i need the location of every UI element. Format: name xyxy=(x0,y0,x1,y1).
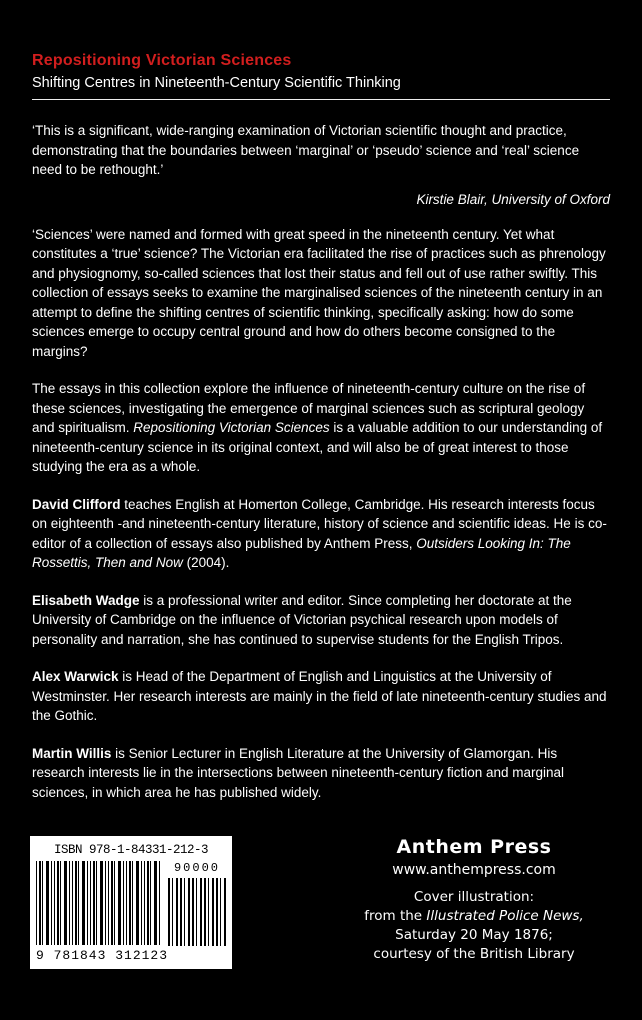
title-divider xyxy=(32,99,610,100)
publisher-name: Anthem Press xyxy=(396,836,552,858)
bio-4-name: Martin Willis xyxy=(32,745,112,761)
blurb-p2-book-title: Repositioning Victorian Sciences xyxy=(133,420,330,435)
book-subtitle: Shifting Centres in Nineteenth-Century Scientific Thinking xyxy=(32,75,401,91)
credit-line-2-source: Illustrated Police News, xyxy=(426,908,584,924)
book-title: Repositioning Victorian Sciences xyxy=(32,52,292,69)
bio-1-name: David Clifford xyxy=(32,496,121,512)
credit-line-2-text: from the xyxy=(364,908,427,924)
bio-1-text-after: (2004). xyxy=(182,555,230,570)
barcode-digits: 9 781843 312123 xyxy=(36,948,169,963)
bio-alex-warwick xyxy=(32,667,610,726)
review-quote-attribution: Kirstie Blair, University of Oxford xyxy=(416,191,610,207)
bio-martin-willis xyxy=(32,744,610,803)
bio-1-text: teaches English at Homerton College, Cambridge. His research interests focus on eighteenth -and nineteenth-century literature, history of science and scientific ideas. He is co-editor of a collection of essays also published by Anthem Press, xyxy=(32,496,607,551)
bottom-block xyxy=(30,836,628,969)
bio-david-clifford xyxy=(32,495,610,573)
bio-3-text: is Head of the Department of English and Linguistics at the University of Westminster. Her research interests are mainly in the field of late nineteenth-century studies and the Gothic. xyxy=(32,669,607,723)
bio-4-text: is Senior Lecturer in English Literature at the University of Glamorgan. His research interests lie in the intersections between nineteenth-century fiction and marginal sciences, in which area he has published widely. xyxy=(32,745,565,800)
bio-3-name: Alex Warwick xyxy=(32,669,119,684)
barcode-supplement-code: 90000 xyxy=(173,861,220,875)
barcode-supplement xyxy=(168,861,226,963)
isbn-number: ISBN 978-1-84331-212-3 xyxy=(53,843,209,857)
bio-2-text: is a professional writer and editor. Since completing her doctorate at the University of Cambridge on the influence of Victorian psychical research upon models of personality and narration, she has continued to supervise students for the English Tripos. xyxy=(32,592,572,647)
bio-1-book-title: Outsiders Looking In: The Rossettis, Then and Now xyxy=(32,535,571,570)
blurb-paragraph-1: ‘Sciences’ were named and formed with great speed in the nineteenth century. Yet what constitutes a ‘true’ science? The Victorian era facilitated the rise of practices such as phrenology and physiognomy, so-called sciences that lost their status and fell out of use rather swiftly. This collection of essays seeks to examine the marginalised sciences of the nineteenth century in an attempt to define the shifting centres of scientific thinking, specifically asking: how do some sciences emerge to occupy central ground and how do others become consigned to the margins? xyxy=(32,226,606,359)
blurb-p2-text-before: The essays in this collection explore the influence of nineteenth-century culture on the rise of these sciences, investigating the emergence of marginal sciences such as scriptural geology and spiritualism. xyxy=(32,381,586,435)
blurb-p2-text-after: is a valuable addition to our understanding of nineteenth-century science in its original context, and will also be of great interest to those studying the era as a whole. xyxy=(32,420,603,474)
credit-line-1: Cover illustration: xyxy=(413,889,535,905)
barcode-bars-row xyxy=(36,861,226,963)
barcode-main xyxy=(36,861,169,963)
credit-line-2 xyxy=(320,907,628,926)
cover-credit xyxy=(320,888,628,964)
credit-line-4: courtesy of the British Library xyxy=(373,946,575,962)
blurb-paragraph-2 xyxy=(32,379,610,477)
bio-2-name: Elisabeth Wadge xyxy=(32,592,140,608)
review-quote-text: ‘This is a significant, wide-ranging examination of Victorian scientific thought and practice, demonstrating that the boundaries between ‘marginal’ or ‘pseudo’ science and ‘real’ science need to be rethought.’ xyxy=(32,123,580,177)
credit-line-3: Saturday 20 May 1876; xyxy=(395,927,553,943)
isbn-barcode xyxy=(30,836,232,969)
barcode-supplement-bars xyxy=(168,878,226,946)
barcode-bars xyxy=(36,861,160,945)
publisher-website: www.anthempress.com xyxy=(392,862,556,878)
bio-elisabeth-wadge xyxy=(32,591,610,650)
publisher-block xyxy=(320,836,628,964)
